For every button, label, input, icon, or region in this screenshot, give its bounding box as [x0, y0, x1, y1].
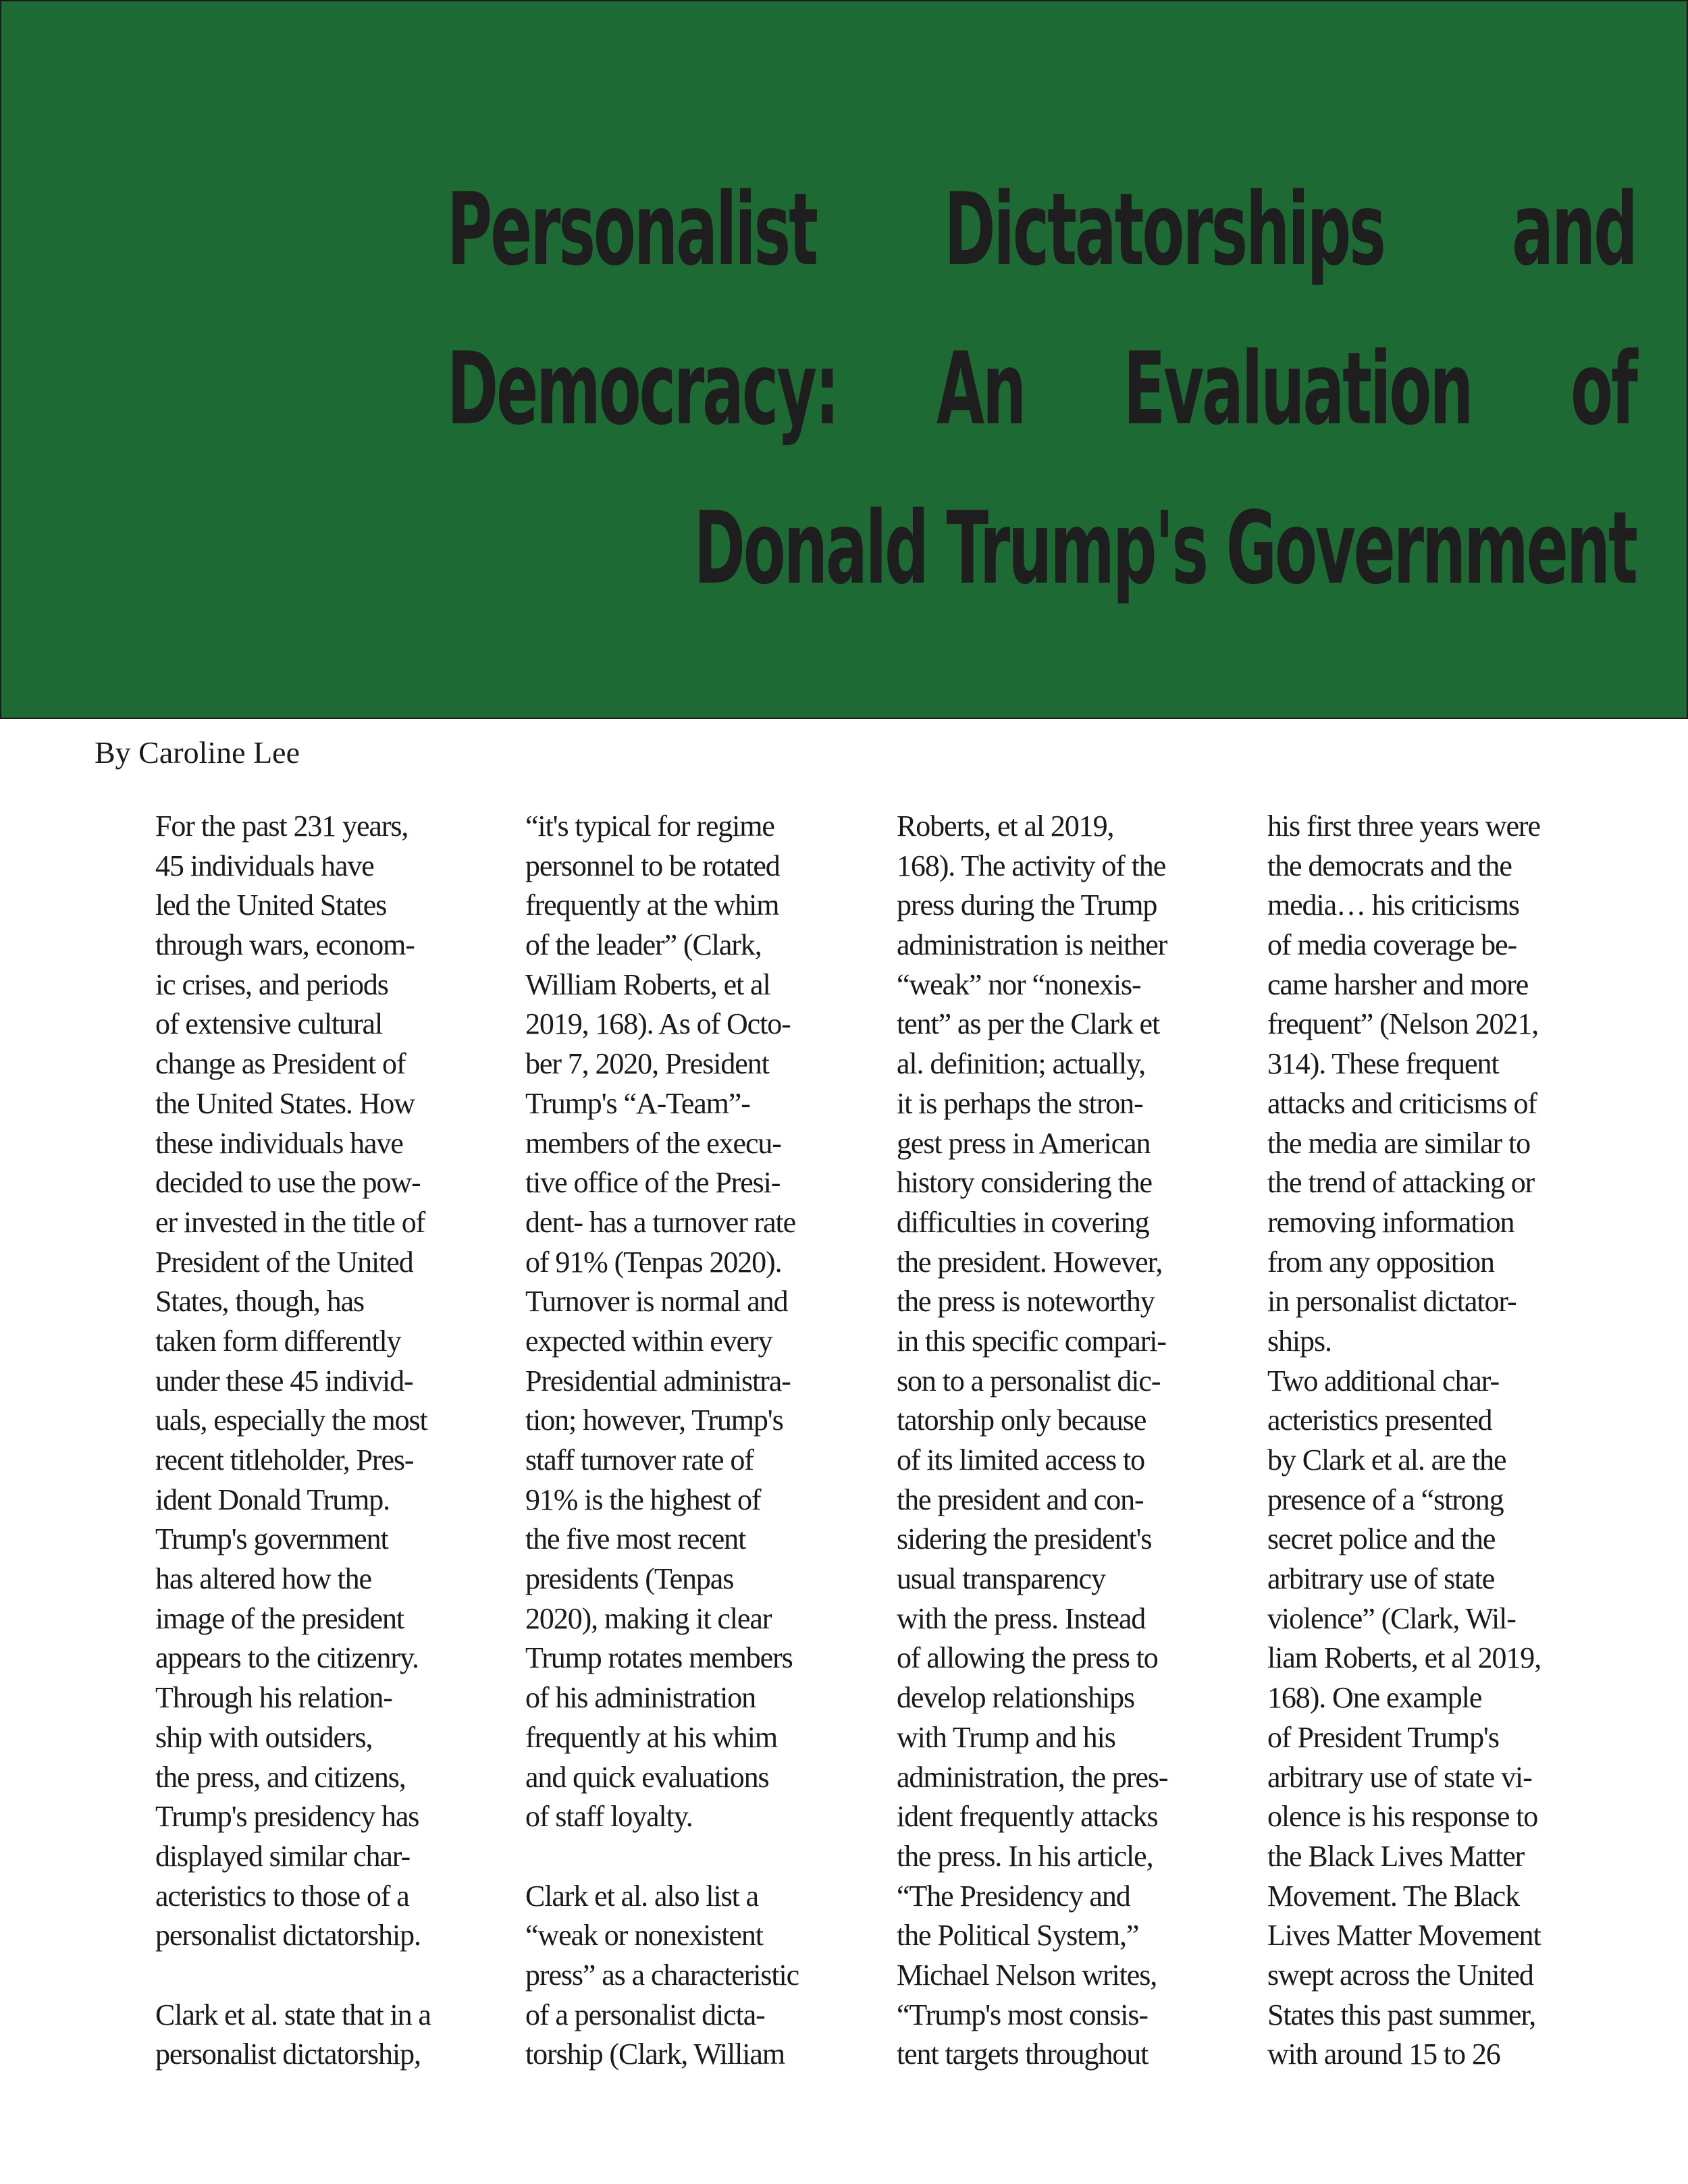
paragraph-gap — [155, 1956, 520, 1996]
text-line: acteristics presented — [1267, 1404, 1492, 1437]
text-line: 2019, 168). As of Octo- — [525, 1007, 791, 1041]
text-line: Clark et al. also list a — [525, 1879, 759, 1913]
text-line: attacks and criticisms of — [1267, 1086, 1537, 1120]
text-line: image of the president — [155, 1601, 404, 1635]
text-line: Michael Nelson writes, — [897, 1958, 1157, 1992]
text-line: his first three years were — [1267, 809, 1540, 843]
text-line: uals, especially the most — [155, 1404, 427, 1437]
text-line: under these 45 individ- — [155, 1364, 413, 1397]
text-line: Presidential administra- — [525, 1364, 791, 1397]
text-line: of his administration — [525, 1681, 756, 1715]
text-line: acteristics to those of a — [155, 1879, 409, 1913]
text-line: the trend of attacking or — [1267, 1166, 1535, 1200]
text-line: William Roberts, et al — [525, 967, 770, 1001]
text-line: Roberts, et al 2019, — [897, 809, 1114, 843]
text-line: 45 individuals have — [155, 849, 374, 882]
text-line: of allowing the press to — [897, 1641, 1158, 1675]
text-line: “it's typical for regime — [525, 809, 774, 843]
text-column-1 — [155, 807, 520, 2075]
text-line: the media are similar to — [1267, 1126, 1531, 1160]
text-line: difficulties in covering — [897, 1205, 1149, 1239]
text-line: tent” as per the Clark et — [897, 1007, 1160, 1041]
text-line: administration is neither — [897, 928, 1167, 962]
text-line: led the United States — [155, 888, 387, 922]
text-line: President of the United — [155, 1245, 413, 1279]
text-column-2 — [525, 807, 890, 2075]
text-line: of extensive cultural — [155, 1007, 383, 1041]
text-line: For the past 231 years, — [155, 809, 408, 843]
text-line: the press. In his article, — [897, 1839, 1153, 1873]
text-line: Turnover is normal and — [525, 1285, 788, 1319]
byline: By Caroline Lee — [95, 735, 300, 770]
text-line: arbitrary use of state vi- — [1267, 1760, 1532, 1794]
text-line: tion; however, Trump's — [525, 1404, 783, 1437]
text-line: personalist dictatorship. — [155, 1919, 421, 1952]
text-line: son to a personalist dic- — [897, 1364, 1161, 1397]
text-line: of its limited access to — [897, 1443, 1145, 1476]
text-line: develop relationships — [897, 1681, 1135, 1715]
text-line: frequently at the whim — [525, 888, 779, 922]
title-banner — [0, 0, 1688, 719]
text-line: staff turnover rate of — [525, 1443, 754, 1476]
text-line: ber 7, 2020, President — [525, 1047, 769, 1081]
text-line: removing information — [1267, 1205, 1514, 1239]
article-title — [447, 150, 1636, 628]
text-line: of President Trump's — [1267, 1720, 1499, 1754]
text-line: Clark et al. state that in a — [155, 1998, 431, 2031]
text-line: “weak” nor “nonexis- — [897, 967, 1141, 1001]
title-line: Democracy: An Evaluation of — [447, 331, 1636, 447]
text-line: has altered how the — [155, 1562, 371, 1596]
text-line: came harsher and more — [1267, 967, 1529, 1001]
text-line: ident Donald Trump. — [155, 1483, 390, 1516]
text-line: with Trump and his — [897, 1720, 1115, 1754]
text-line: the president and con- — [897, 1483, 1144, 1516]
text-line: tive office of the Presi- — [525, 1166, 781, 1200]
text-line: er invested in the title of — [155, 1205, 425, 1239]
text-line: expected within every — [525, 1324, 772, 1358]
text-line: of a personalist dicta- — [525, 1998, 765, 2031]
text-line: frequently at his whim — [525, 1720, 777, 1754]
text-line: members of the execu- — [525, 1126, 781, 1160]
text-line: secret police and the — [1267, 1522, 1496, 1556]
text-line: change as President of — [155, 1047, 406, 1081]
text-column-3 — [897, 807, 1261, 2075]
text-line: the Black Lives Matter — [1267, 1839, 1525, 1873]
text-line: ic crises, and periods — [155, 967, 388, 1001]
text-line: from any opposition — [1267, 1245, 1494, 1279]
text-line: displayed similar char- — [155, 1839, 411, 1873]
text-line: Lives Matter Movement — [1267, 1919, 1541, 1952]
paragraph-gap — [525, 1837, 890, 1877]
text-line: States this past summer, — [1267, 1998, 1536, 2031]
text-line: in this specific compari- — [897, 1324, 1166, 1358]
text-line: personnel to be rotated — [525, 849, 780, 882]
text-line: the press is noteworthy — [897, 1285, 1155, 1319]
text-line: al. definition; actually, — [897, 1047, 1145, 1081]
text-line: by Clark et al. are the — [1267, 1443, 1506, 1476]
text-line: Trump's presidency has — [155, 1800, 419, 1834]
text-line: tent targets throughout — [897, 2037, 1149, 2071]
text-line: with the press. Instead — [897, 1601, 1146, 1635]
text-column-4 — [1267, 807, 1632, 2075]
text-line: the democrats and the — [1267, 849, 1512, 882]
text-line: taken form differently — [155, 1324, 401, 1358]
text-line: dent- has a turnover rate — [525, 1205, 796, 1239]
text-line: 2020), making it clear — [525, 1601, 772, 1635]
text-line: press during the Trump — [897, 888, 1157, 922]
text-line: 314). These frequent — [1267, 1047, 1499, 1081]
text-line: decided to use the pow- — [155, 1166, 421, 1200]
text-line: usual transparency — [897, 1562, 1105, 1596]
text-line: torship (Clark, William — [525, 2037, 785, 2071]
text-line: media… his criticisms — [1267, 888, 1519, 922]
text-line: Trump's government — [155, 1522, 388, 1556]
text-line: 168). The activity of the — [897, 849, 1166, 882]
text-line: 91% is the highest of — [525, 1483, 761, 1516]
text-line: ship with outsiders, — [155, 1720, 373, 1754]
text-line: swept across the United — [1267, 1958, 1533, 1992]
text-line: of media coverage be- — [1267, 928, 1517, 962]
text-line: “Trump's most consis- — [897, 1998, 1148, 2031]
text-line: tatorship only because — [897, 1404, 1146, 1437]
text-line: appears to the citizenry. — [155, 1641, 419, 1675]
text-line: gest press in American — [897, 1126, 1151, 1160]
text-line: “The Presidency and — [897, 1879, 1130, 1913]
text-line: administration, the pres- — [897, 1760, 1168, 1794]
text-line: Trump rotates members — [525, 1641, 793, 1675]
text-line: it is perhaps the stron- — [897, 1086, 1143, 1120]
text-line: Two additional char- — [1267, 1364, 1500, 1397]
text-line: frequent” (Nelson 2021, — [1267, 1007, 1539, 1041]
text-line: States, though, has — [155, 1285, 365, 1319]
text-line: presidents (Tenpas — [525, 1562, 734, 1596]
text-line: the Political System,” — [897, 1919, 1139, 1952]
text-line: liam Roberts, et al 2019, — [1267, 1641, 1541, 1675]
text-line: these individuals have — [155, 1126, 403, 1160]
text-line: ships. — [1267, 1324, 1331, 1358]
text-line: sidering the president's — [897, 1522, 1152, 1556]
text-line: “weak or nonexistent — [525, 1919, 763, 1952]
text-line: the United States. How — [155, 1086, 415, 1120]
text-line: arbitrary use of state — [1267, 1562, 1495, 1596]
text-line: of 91% (Tenpas 2020). — [525, 1245, 782, 1279]
title-line: Donald Trump's Government — [693, 490, 1636, 606]
text-line: personalist dictatorship, — [155, 2037, 421, 2071]
text-line: through wars, econom- — [155, 928, 415, 962]
text-line: the five most recent — [525, 1522, 746, 1556]
text-line: with around 15 to 26 — [1267, 2037, 1500, 2071]
text-line: presence of a “strong — [1267, 1483, 1504, 1516]
text-line: violence” (Clark, Wil- — [1267, 1601, 1516, 1635]
title-line: Personalist Dictatorships and — [447, 171, 1636, 288]
text-line: press” as a characteristic — [525, 1958, 799, 1992]
text-line: ident frequently attacks — [897, 1800, 1158, 1834]
text-line: Movement. The Black — [1267, 1879, 1519, 1913]
text-line: olence is his response to — [1267, 1800, 1538, 1834]
text-line: and quick evaluations — [525, 1760, 769, 1794]
text-line: 168). One example — [1267, 1681, 1482, 1715]
text-line: Through his relation- — [155, 1681, 392, 1715]
text-line: recent titleholder, Pres- — [155, 1443, 414, 1476]
text-line: history considering the — [897, 1166, 1152, 1200]
text-line: in personalist dictator- — [1267, 1285, 1516, 1319]
text-line: of the leader” (Clark, — [525, 928, 762, 962]
text-line: the president. However, — [897, 1245, 1163, 1279]
text-line: Trump's “A-Team”- — [525, 1086, 750, 1120]
text-line: of staff loyalty. — [525, 1800, 693, 1834]
text-line: the press, and citizens, — [155, 1760, 406, 1794]
